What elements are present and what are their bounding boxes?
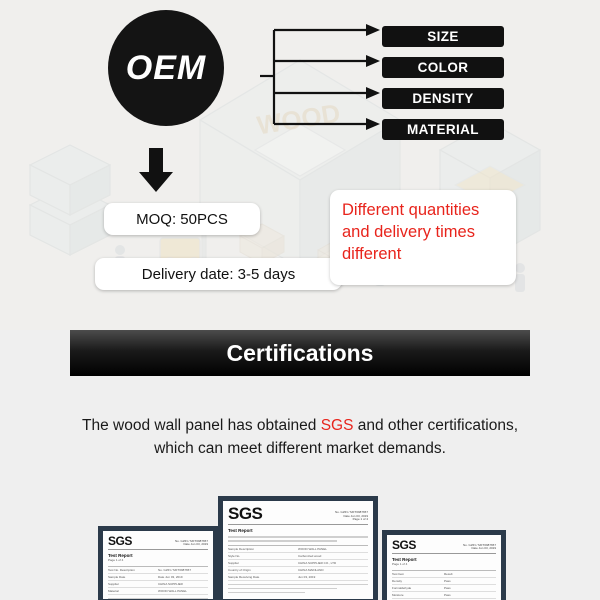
certificate-center xyxy=(218,496,378,600)
sgs-logo-right: SGS xyxy=(392,538,416,552)
cert-center-r2c2: Carbonized wood xyxy=(298,553,322,558)
cert-left-line-1 xyxy=(108,598,208,600)
cert-center-r2c1: Style No. xyxy=(228,553,241,558)
attribute-chip-size: SIZE xyxy=(382,26,504,47)
cert-right-r4c1: Moisture xyxy=(392,592,404,597)
down-arrow-icon xyxy=(138,148,174,192)
connector-arrows xyxy=(224,14,384,144)
cert-left-title: Test Report xyxy=(108,553,133,558)
certificate-images xyxy=(0,490,600,600)
cert-left-date: Date Jun 03, 2019 xyxy=(183,542,208,547)
cert-right-r3c2: Pass xyxy=(444,585,451,590)
cert-center-r5c1: Sample Receiving Date xyxy=(228,574,260,579)
attribute-chip-material: MATERIAL xyxy=(382,119,504,140)
svg-text:WOOD: WOOD xyxy=(254,97,343,141)
cert-right-r2c1: Density xyxy=(392,578,403,583)
oem-badge: OEM xyxy=(108,10,224,126)
cert-center-date: Date Jun 03, 2019 xyxy=(343,513,368,518)
delivery-date-label: Delivery date: 3-5 days xyxy=(95,258,342,290)
attribute-chip-color: COLOR xyxy=(382,57,504,78)
cert-center-r3c1: Supplier xyxy=(228,560,240,565)
cert-center-r3c2: CHINA SUPPLIER CO., LTD xyxy=(298,560,337,565)
cert-left-r3c1: Supplier xyxy=(108,581,120,586)
attribute-chip-density: DENSITY xyxy=(382,88,504,109)
cert-right-r4c2: Pass xyxy=(444,592,451,597)
cert-center-line-5 xyxy=(228,592,305,594)
certifications-description xyxy=(70,414,530,461)
cert-right-r2c2: Pass xyxy=(444,578,451,583)
cert-right-date: Date Jun 03, 2019 xyxy=(471,546,496,551)
cert-left-no: No. GZIN / MFT0987657 xyxy=(174,538,208,543)
cert-center-line-4 xyxy=(228,588,337,590)
certifications-title: Certifications xyxy=(226,339,374,366)
cert-desc-part2: and other certifications, which can meet different market demands. xyxy=(154,416,518,457)
cert-right-r1c1: Test Item xyxy=(392,571,405,576)
cert-left-r2c1: Sample Date xyxy=(108,574,126,579)
cert-right-r1c2: Result xyxy=(444,571,453,576)
moq-label: MOQ: 50PCS xyxy=(104,203,260,235)
cert-left-r4c1: Material xyxy=(108,588,119,593)
cert-center-r1c2: WOOD WALL PANEL xyxy=(298,546,327,551)
cert-right-title: Test Report xyxy=(392,557,417,562)
cert-center-title: Test Report xyxy=(228,528,253,533)
cert-center-r4c2: CHINA MAINLAND xyxy=(298,567,324,572)
cert-left-r2c2: Date Jun 03, 2019 xyxy=(158,574,183,579)
certifications-section xyxy=(0,376,600,600)
quantity-note-card: Different quantities and delivery times different xyxy=(330,190,516,285)
cert-center-r4c1: Country of Origin xyxy=(228,567,251,572)
cert-left-r3c2: CHINA SUPPLIER xyxy=(158,581,183,586)
certifications-band xyxy=(0,330,600,376)
cert-center-no: No. GZIN / MFT0987657 xyxy=(334,509,368,514)
cert-center-line-3 xyxy=(228,584,368,586)
cert-right-no: No. GZIN / MFT0987657 xyxy=(462,542,496,547)
cert-left-r1c2: No. GZIN / MFT0987657 xyxy=(158,567,192,572)
cert-center-r1c1: Sample Description xyxy=(228,546,255,551)
cert-right-page: Page 1 of 4 xyxy=(392,562,408,566)
cert-desc-part1: The wood wall panel has obtained xyxy=(82,416,321,434)
cert-center-page: Page 1 of 4 xyxy=(352,517,368,522)
cert-left-r1c1: Test No. Description xyxy=(108,567,135,572)
cert-desc-sgs: SGS xyxy=(320,416,354,434)
sgs-logo-center: SGS xyxy=(228,504,263,523)
band-edge-right xyxy=(530,330,600,376)
cert-center-line-1 xyxy=(228,536,368,538)
band-edge-left xyxy=(0,330,70,376)
cert-right-r3c1: Formaldehyde xyxy=(392,585,412,590)
cert-left-r4c2: WOOD WALL PANEL xyxy=(158,588,187,593)
sgs-logo-left: SGS xyxy=(108,534,132,548)
cert-left-page: Page 1 of 4 xyxy=(108,558,124,562)
oem-attribute-list xyxy=(382,26,504,150)
cert-center-line-2 xyxy=(228,540,337,542)
cert-center-r5c2: Jun 03, 2019 xyxy=(298,574,316,579)
certificate-right xyxy=(382,530,506,600)
certificate-left xyxy=(98,526,218,600)
